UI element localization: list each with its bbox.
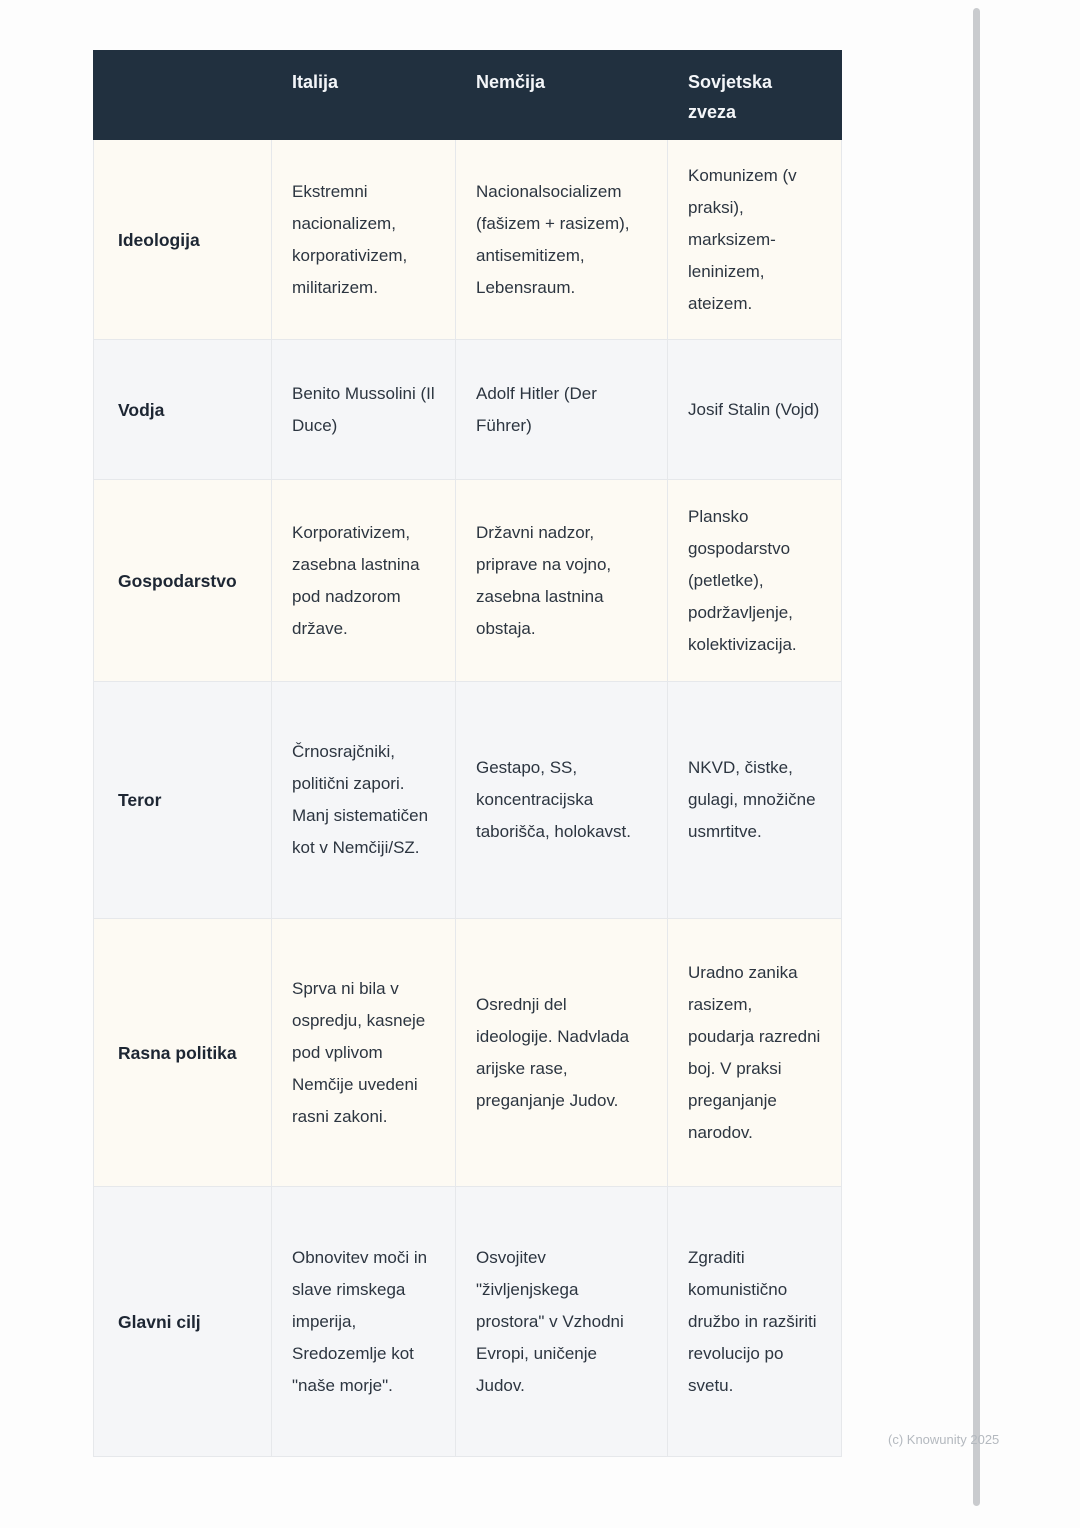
row-label-ideologija: Ideologija — [94, 140, 272, 340]
table-row-teror — [94, 682, 842, 919]
header-cell-nemcija: Nemčija — [456, 51, 668, 140]
row-label-teror: Teror — [94, 682, 272, 919]
table-row-vodja — [94, 340, 842, 480]
header-cell-empty — [94, 51, 272, 140]
cell-vodja-sovjetska: Josif Stalin (Vojd) — [668, 340, 842, 480]
cell-ideologija-sovjetska: Komunizem (v praksi), marksizem-leninizem, ateizem. — [668, 140, 842, 340]
cell-cilj-italija: Obnovitev moči in slave rimskega imperija, Sredozemlje kot "naše morje". — [272, 1187, 456, 1457]
table-row-gospodarstvo — [94, 480, 842, 682]
row-label-glavni-cilj: Glavni cilj — [94, 1187, 272, 1457]
table-row-glavni-cilj — [94, 1187, 842, 1457]
cell-rasna-italija: Sprva ni bila v ospredju, kasneje pod vplivom Nemčije uvedeni rasni zakoni. — [272, 919, 456, 1187]
cell-gospodarstvo-italija: Korporativizem, zasebna lastnina pod nadzorom države. — [272, 480, 456, 682]
header-cell-italija: Italija — [272, 51, 456, 140]
cell-cilj-nemcija: Osvojitev "življenjskega prostora" v Vzhodni Evropi, uničenje Judov. — [456, 1187, 668, 1457]
cell-rasna-sovjetska: Uradno zanika rasizem, poudarja razredni boj. V praksi preganjanje narodov. — [668, 919, 842, 1187]
cell-ideologija-italija: Ekstremni nacionalizem, korporativizem, militarizem. — [272, 140, 456, 340]
cell-gospodarstvo-nemcija: Državni nadzor, priprave na vojno, zasebna lastnina obstaja. — [456, 480, 668, 682]
cell-cilj-sovjetska: Zgraditi komunistično družbo in razširiti revolucijo po svetu. — [668, 1187, 842, 1457]
vertical-scrollbar[interactable] — [973, 8, 980, 1506]
cell-rasna-nemcija: Osrednji del ideologije. Nadvlada arijske rase, preganjanje Judov. — [456, 919, 668, 1187]
cell-vodja-nemcija: Adolf Hitler (Der Führer) — [456, 340, 668, 480]
table-row-ideologija — [94, 140, 842, 340]
cell-ideologija-nemcija: Nacionalsocializem (fašizem + rasizem), antisemitizem, Lebensraum. — [456, 140, 668, 340]
cell-teror-italija: Črnosrajčniki, politični zapori. Manj sistematičen kot v Nemčiji/SZ. — [272, 682, 456, 919]
header-row — [94, 51, 842, 140]
cell-gospodarstvo-sovjetska: Plansko gospodarstvo (petletke), podržavljenje, kolektivizacija. — [668, 480, 842, 682]
knowunity-watermark: (c) Knowunity 2025 — [888, 1432, 1000, 1447]
header-cell-sovjetska-zveza: Sovjetska zveza — [668, 51, 842, 140]
table-row-rasna-politika — [94, 919, 842, 1187]
cell-teror-sovjetska: NKVD, čistke, gulagi, množične usmrtitve. — [668, 682, 842, 919]
comparison-table — [93, 50, 842, 1457]
row-label-rasna-politika: Rasna politika — [94, 919, 272, 1187]
cell-teror-nemcija: Gestapo, SS, koncentracijska taborišča, holokavst. — [456, 682, 668, 919]
row-label-vodja: Vodja — [94, 340, 272, 480]
cell-vodja-italija: Benito Mussolini (Il Duce) — [272, 340, 456, 480]
row-label-gospodarstvo: Gospodarstvo — [94, 480, 272, 682]
